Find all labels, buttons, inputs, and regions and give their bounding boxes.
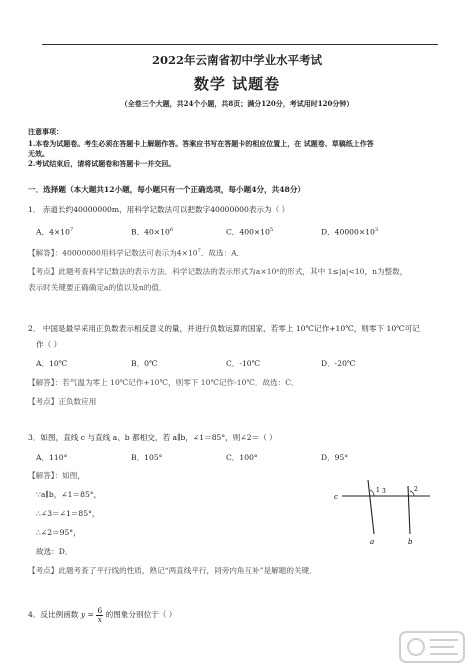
line-b bbox=[408, 486, 410, 534]
question-3-option-a: A．110° bbox=[36, 453, 68, 462]
question-3-point: 【考点】此题考查了平行线的性质，熟记“两直线平行，同旁内角互补”是解题的关键． bbox=[28, 566, 317, 575]
exam-title: 2022年云南省初中学业水平考试 bbox=[151, 53, 322, 67]
question-1-option-a: A．$4\times 10^7$ bbox=[36, 227, 74, 237]
question-3-figure bbox=[330, 472, 440, 552]
question-3-step-4: 故选：D． bbox=[36, 547, 73, 556]
exam-info: （全卷三个大题，共24个小题，共8页；满分120分，考试用时120分钟） bbox=[120, 99, 354, 108]
question-2-option-b: B．0℃ bbox=[131, 359, 158, 368]
question-1-analysis: 【解答】：40000000用科学记数法可表示为$4\times 10^7$．故选：A． bbox=[28, 248, 245, 258]
question-1-point-cont: 表示时关键要正确确定a的值以及n的值． bbox=[28, 283, 167, 292]
label-b: b bbox=[408, 538, 413, 546]
notice-item-2: 2.考试结束后，请将试题卷和答题卡一并交回。 bbox=[28, 159, 176, 168]
line-a bbox=[368, 480, 374, 534]
section-heading: 一．选择题（本大题共12小题，每小题只有一个正确选项，每小题4分，共48分） bbox=[28, 185, 306, 194]
notice-heading: 注意事项： bbox=[28, 127, 63, 136]
question-4-stem: 4．反比例函数 y = $\frac{6}{x}$ 的图象分别位于（ ） bbox=[28, 606, 177, 624]
question-2-option-c: C．-10℃ bbox=[226, 359, 261, 368]
question-3-stem: 3．如图，直线 c 与直线 a、b 都相交，若 a∥b，∠1＝85°，则∠2＝（ ） bbox=[28, 433, 277, 442]
question-3-option-b: B．105° bbox=[131, 453, 163, 462]
question-3-analysis: 【解答】：如图， bbox=[28, 471, 85, 480]
question-2-analysis: 【解答】：若气温为零上 10℃记作+10℃，则零下 10℃记作-10℃．故选：C． bbox=[28, 378, 299, 387]
question-1-stem: 1． 赤道长约40000000m，用科学记数法可以把数字40000000表示为（ ） bbox=[28, 205, 290, 214]
question-1-option-d: D．$40000\times 10^3$ bbox=[321, 227, 379, 237]
watermark-logo bbox=[398, 628, 468, 666]
label-1: 1 bbox=[376, 487, 380, 494]
question-1-point: 【考点】此题考查科学记数法的表示方法．科学记数法的表示形式为a×10ⁿ的形式，其中 1≤|a|<10，n为整数， bbox=[28, 267, 408, 276]
question-2-stem-cont: 作（ ） bbox=[36, 340, 62, 349]
question-3-option-c: C．100° bbox=[226, 453, 258, 462]
question-2-option-a: A．10℃ bbox=[36, 359, 68, 368]
label-2: 2 bbox=[414, 486, 418, 493]
exam-subtitle: 数学 试题卷 bbox=[193, 75, 281, 93]
label-c: c bbox=[334, 493, 338, 501]
question-3-option-d: D．95° bbox=[321, 453, 349, 462]
label-a: a bbox=[370, 538, 375, 546]
question-2-stem: 2． 中国是最早采用正负数表示相反意义的量，并进行负数运算的国家，若零上 10℃记作+10℃，则零下 10℃可记 bbox=[28, 324, 420, 333]
question-3-step-2: ∴∠3＝∠1＝85°， bbox=[36, 509, 100, 518]
question-2-option-d: D．-20℃ bbox=[321, 359, 356, 368]
question-3-step-3: ∴∠2＝95°， bbox=[36, 528, 81, 537]
question-1-option-b: B．$40\times 10^6$ bbox=[131, 227, 174, 237]
notice-item-1-cont: 无效。 bbox=[28, 149, 49, 158]
top-rule bbox=[42, 44, 438, 45]
label-3: 3 bbox=[382, 488, 386, 495]
question-1-option-c: C．$400\times 10^5$ bbox=[226, 227, 274, 237]
question-3-step-1: ∵a∥b，∠1＝85°， bbox=[36, 490, 102, 499]
notice-item-1: 1.本卷为试题卷。考生必须在答题卡上解题作答。答案应书写在答题卡的相应位置上，在 试题卷、草稿纸上作答 bbox=[28, 139, 374, 148]
question-2-point: 【考点】正负数应用 bbox=[28, 397, 97, 406]
angle-1-arc bbox=[370, 490, 374, 496]
